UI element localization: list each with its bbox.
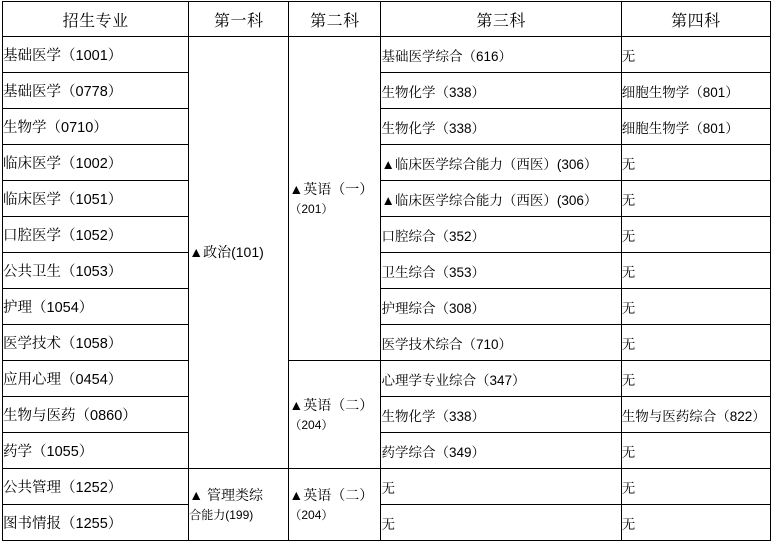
exam-subjects-table xyxy=(2,1,771,541)
table-header-row xyxy=(3,2,771,37)
subject4-name: 无 xyxy=(621,289,770,325)
subject4-name: 无 xyxy=(621,433,770,469)
major-name: 生物学（0710） xyxy=(3,109,189,145)
subject4-name: 无 xyxy=(621,361,770,397)
subject1-management-label: ▲ 管理类综 xyxy=(189,487,263,503)
major-name: 基础医学（1001） xyxy=(3,37,189,73)
subject2-english-one xyxy=(289,37,381,361)
subject1-politics-label: ▲政治(101) xyxy=(189,244,264,260)
subject3-name: 生物化学（338） xyxy=(381,109,621,145)
subject3-name: ▲临床医学综合能力（西医）(306） xyxy=(381,181,621,217)
subject3-name: 无 xyxy=(381,505,621,541)
major-name: 医学技术（1058） xyxy=(3,325,189,361)
major-name: 临床医学（1002） xyxy=(3,145,189,181)
header-subject-4: 第四科 xyxy=(621,2,770,37)
table-row xyxy=(3,181,771,217)
major-name: 口腔医学（1052） xyxy=(3,217,189,253)
table-row xyxy=(3,217,771,253)
table-row xyxy=(3,505,771,541)
subject1-management xyxy=(189,469,289,541)
table-row xyxy=(3,397,771,433)
header-subject-2: 第二科 xyxy=(289,2,381,37)
table-row xyxy=(3,469,771,505)
subject3-name: 无 xyxy=(381,469,621,505)
table-row xyxy=(3,253,771,289)
major-name: 公共卫生（1053） xyxy=(3,253,189,289)
subject4-name: 无 xyxy=(621,505,770,541)
subject3-name: 生物化学（338） xyxy=(381,73,621,109)
header-subject-3: 第三科 xyxy=(381,2,621,37)
major-name: 临床医学（1051） xyxy=(3,181,189,217)
subject2-english-two xyxy=(289,361,381,469)
subject3-name: 心理学专业综合（347） xyxy=(381,361,621,397)
table-row xyxy=(3,145,771,181)
subject2-english-one-code: （201） xyxy=(289,202,334,216)
table-row xyxy=(3,361,771,397)
subject4-name: 细胞生物学（801） xyxy=(621,73,770,109)
subject3-name: 医学技术综合（710） xyxy=(381,325,621,361)
subject1-politics xyxy=(189,37,289,469)
subject1-management-code: 合能力(199) xyxy=(189,508,254,522)
subject3-name: 护理综合（308） xyxy=(381,289,621,325)
subject3-name: ▲临床医学综合能力（西医）(306） xyxy=(381,145,621,181)
header-major: 招生专业 xyxy=(3,2,189,37)
subject4-name: 细胞生物学（801） xyxy=(621,109,770,145)
subject3-name: 卫生综合（353） xyxy=(381,253,621,289)
subject4-name: 无 xyxy=(621,325,770,361)
major-name: 药学（1055） xyxy=(3,433,189,469)
subject4-name: 无 xyxy=(621,253,770,289)
subject3-name: 药学综合（349） xyxy=(381,433,621,469)
table-row xyxy=(3,73,771,109)
subject2-english-two-b-code: （204） xyxy=(289,508,334,522)
subject4-name: 无 xyxy=(621,217,770,253)
subject4-name: 无 xyxy=(621,145,770,181)
table-row xyxy=(3,37,771,73)
major-name: 应用心理（0454） xyxy=(3,361,189,397)
subject3-name: 基础医学综合（616） xyxy=(381,37,621,73)
subject3-name: 生物化学（338） xyxy=(381,397,621,433)
table-row xyxy=(3,433,771,469)
subject4-name: 生物与医药综合（822） xyxy=(621,397,770,433)
major-name: 基础医学（0778） xyxy=(3,73,189,109)
exam-subjects-sheet xyxy=(0,1,773,554)
subject2-english-one-label: ▲英语（一） xyxy=(289,181,374,197)
table-row xyxy=(3,325,771,361)
major-name: 公共管理（1252） xyxy=(3,469,189,505)
major-name: 图书情报（1255） xyxy=(3,505,189,541)
major-name: 生物与医药（0860） xyxy=(3,397,189,433)
major-name: 护理（1054） xyxy=(3,289,189,325)
header-subject-1: 第一科 xyxy=(189,2,289,37)
table-row xyxy=(3,109,771,145)
subject4-name: 无 xyxy=(621,37,770,73)
subject4-name: 无 xyxy=(621,469,770,505)
subject2-english-two-b xyxy=(289,469,381,541)
table-row xyxy=(3,289,771,325)
subject2-english-two-code: （204） xyxy=(289,418,334,432)
subject2-english-two-label: ▲英语（二） xyxy=(289,397,374,413)
subject4-name: 无 xyxy=(621,181,770,217)
subject3-name: 口腔综合（352） xyxy=(381,217,621,253)
subject2-english-two-b-label: ▲英语（二） xyxy=(289,487,374,503)
